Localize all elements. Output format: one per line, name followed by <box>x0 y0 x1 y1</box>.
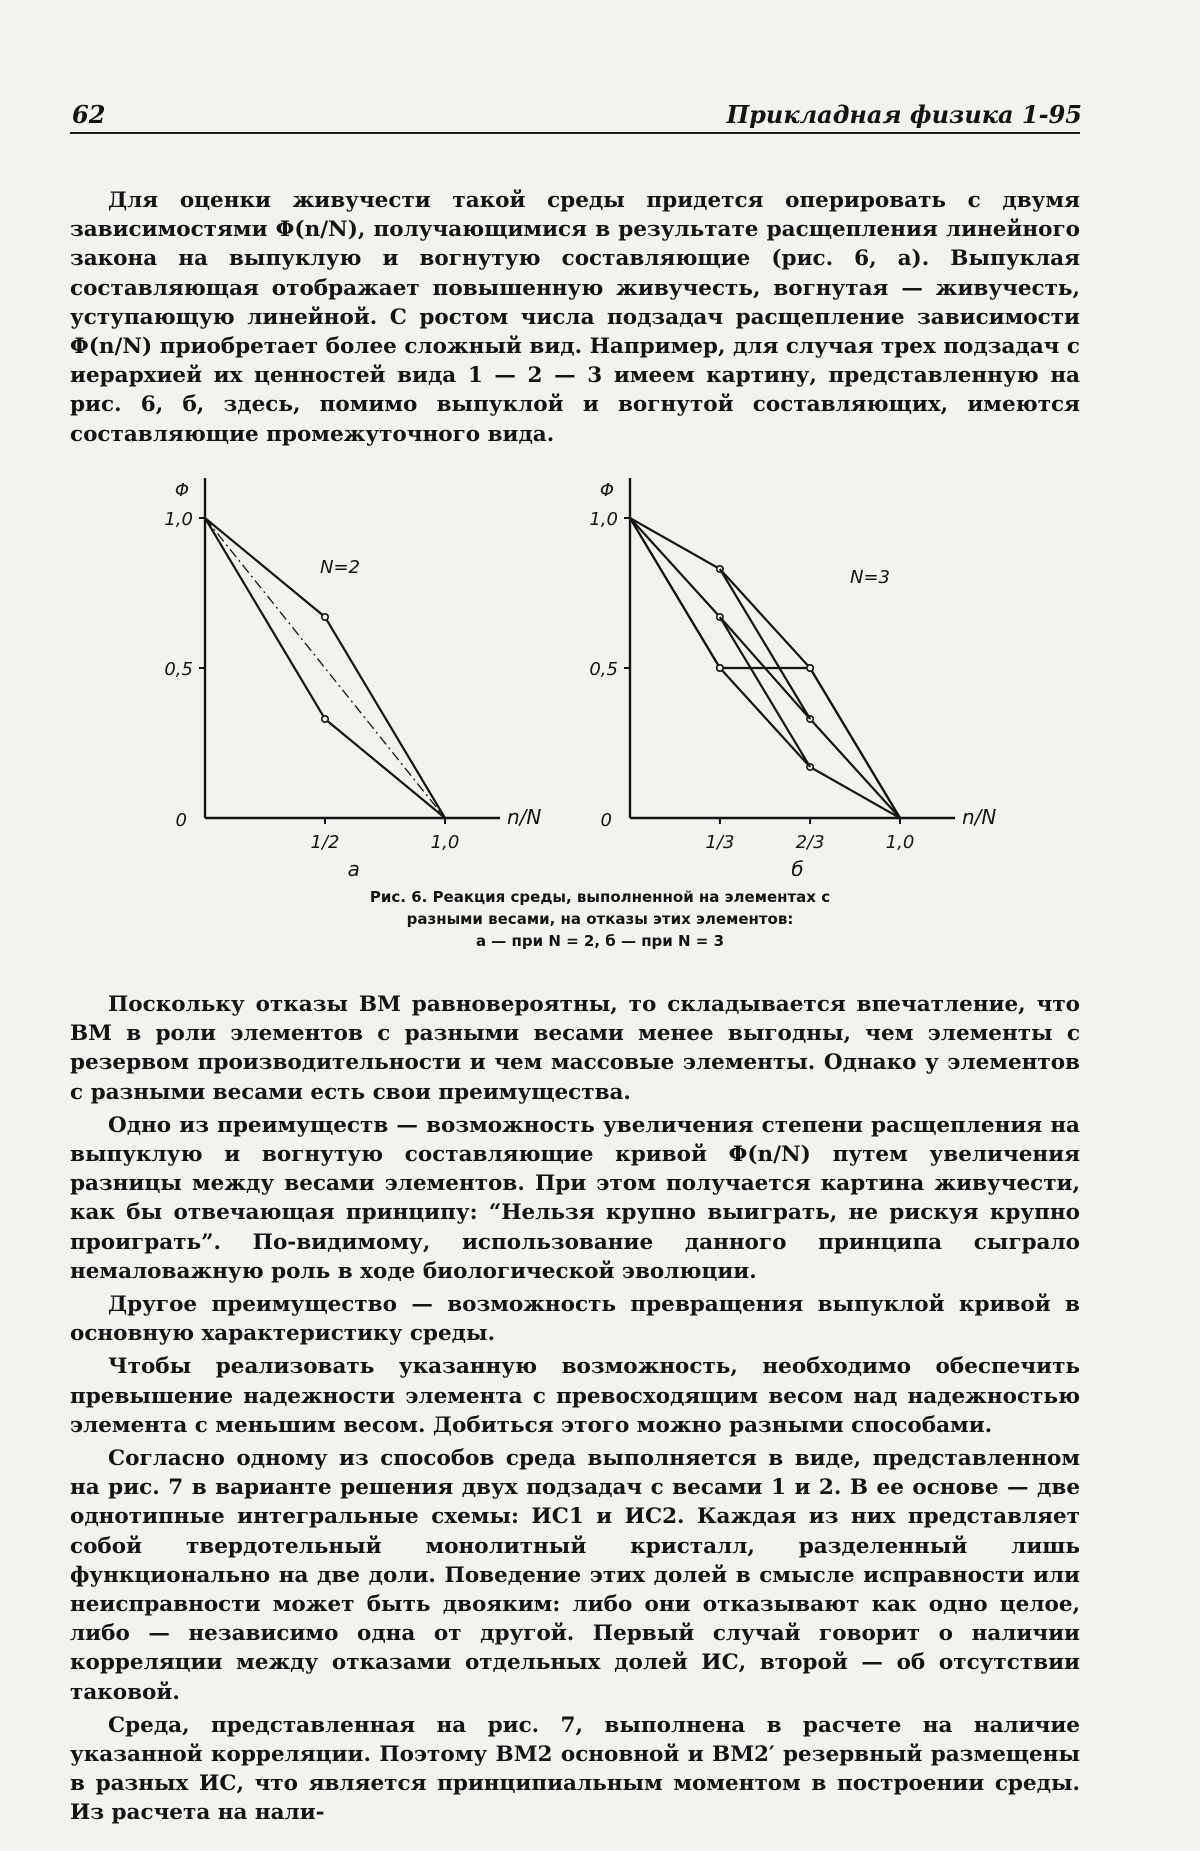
figure-6-svg <box>160 460 1040 880</box>
x-tick-label: 1/2 <box>310 832 340 853</box>
y-axis-label: Φ <box>599 480 614 501</box>
origin-label: 0 <box>175 810 187 831</box>
panel-label: а <box>347 857 360 880</box>
data-point <box>322 614 328 620</box>
caption-line: разными весами, на отказы этих элементов: <box>406 910 794 928</box>
caption-line: Рис. 6. Реакция среды, выполненной на элементах с <box>369 888 831 906</box>
paragraph: Поскольку отказы ВМ равновероятны, то складывается впечатление, что ВМ в роли элементов с разными весами менее выгодны, чем элементы с резервом производительности и чем массовые элементы. Однако у элементов с разными весами есть свои преимущества. <box>70 992 1080 1105</box>
paragraph: Согласно одному из способов среда выполняется в виде, представленном на рис. 7 в варианте решения двух подзадач с весами 1 и 2. В ее основе — две однотипные интегральные схемы: ИС1 и ИС2. Каждая из них представляет собой твердотельный монолитный кристалл, разделенный лишь функционально на две доли. Поведение этих долей в смысле исправности или неисправности может быть двояким: либо они отказывают как одно целое, либо — независимо одна от другой. Первый случай говорит о наличии корреляции между отказами отдельных долей ИС, второй — об отсутствии таковой. <box>70 1446 1080 1705</box>
x-tick-label: 1,0 <box>885 832 915 853</box>
y-tick-label: 0,5 <box>164 659 193 680</box>
y-tick-label: 1,0 <box>164 509 193 530</box>
paragraph: Для оценки живучести такой среды придется оперировать с двумя зависимостями Φ(n/N), получающимися в результате расщепления линейного закона на выпуклую и вогнутую составляющие (рис. 6, а). Выпуклая составляющая отображает повышенную живучесть, вогнутая — живучесть, уступающую линейной. С ростом числа подзадач расщепление зависимости Φ(n/N) приобретает более сложный вид. Например, для случая трех подзадач с иерархией их ценностей вида 1 — 2 — 3 имеем картину, представленную на рис. 6, б, здесь, помимо выпуклой и вогнутой составляющих, имеются составляющие промежуточного вида. <box>70 188 1080 447</box>
series-line-cross-1 <box>720 569 810 719</box>
body-text <box>70 990 1080 1832</box>
data-point <box>807 665 813 671</box>
data-point <box>717 665 723 671</box>
x-tick-label: 2/3 <box>795 832 825 853</box>
caption-line: а — при N = 2, б — при N = 3 <box>475 932 725 950</box>
paragraph: Чтобы реализовать указанную возможность, необходимо обеспечить превышение надежности элемента с превосходящим весом над надежностью элемента с меньшим весом. Добиться этого можно разными способами. <box>70 1354 1080 1438</box>
panel-label: б <box>791 857 804 880</box>
paragraph: Среда, представленная на рис. 7, выполнена в расчете на наличие указанной корреляции. Поэтому ВМ2 основной и ВМ2′ резервный размещены в разных ИС, что является принципиальным моментом в построении среды. Из расчета на нали- <box>70 1712 1080 1826</box>
page-number: 62 <box>72 100 106 129</box>
running-title: Прикладная физика 1-95 <box>726 100 1082 129</box>
intro-text <box>70 186 1080 449</box>
x-tick-label: 1,0 <box>430 832 460 853</box>
annotation-label: N=2 <box>320 557 360 578</box>
x-tick-label: 1/3 <box>705 832 735 853</box>
x-axis-label: n/N <box>962 805 997 829</box>
y-tick-label: 0,5 <box>589 659 618 680</box>
data-point <box>322 716 328 722</box>
figure-caption <box>290 886 910 952</box>
origin-label: 0 <box>600 810 612 831</box>
annotation-label: N=3 <box>850 567 890 588</box>
header-rule <box>70 132 1080 134</box>
figure-6 <box>160 460 1040 884</box>
x-axis-label: n/N <box>507 805 542 829</box>
paragraph: Одно из преимуществ — возможность увеличения степени расщепления на выпуклую и вогнутую составляющие кривой Φ(n/N) путем увеличения разницы между весами элементов. При этом получается картина живучести, как бы отвечающая принципу: “Нельзя крупно выиграть, не рискуя крупно проиграть”. По-видимому, использование данного принципа сыграло немаловажную роль в ходе биологической эволюции. <box>70 1112 1080 1284</box>
paragraph: Другое преимущество — возможность превращения выпуклой кривой в основную характеристику среды. <box>70 1292 1080 1347</box>
series-line-cross-2 <box>720 617 810 767</box>
y-axis-label: Φ <box>174 480 189 501</box>
y-tick-label: 1,0 <box>589 509 618 530</box>
